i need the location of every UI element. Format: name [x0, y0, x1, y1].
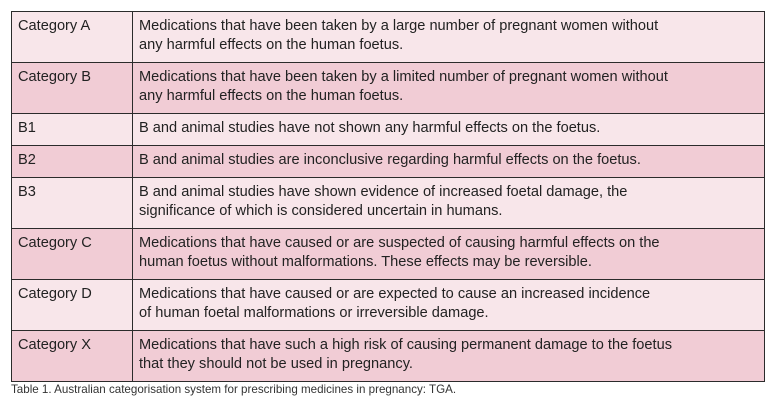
table-row — [12, 146, 765, 178]
description-line: B and animal studies are inconclusive regarding harmful effects on the foetus. — [139, 152, 641, 168]
table-row — [12, 331, 765, 382]
category-label: Category A — [12, 12, 133, 63]
description-line: that they should not be used in pregnancy. — [139, 356, 413, 372]
table-row — [12, 229, 765, 280]
category-label: Category C — [12, 229, 133, 280]
category-label: B2 — [12, 146, 133, 178]
category-description — [133, 114, 765, 146]
category-label: Category D — [12, 280, 133, 331]
pregnancy-category-table — [11, 11, 765, 382]
table-caption: Table 1. Australian categorisation system for prescribing medicines in pregnancy: TGA. — [11, 383, 457, 396]
category-description — [133, 63, 765, 114]
category-label: B3 — [12, 178, 133, 229]
description-line: Medications that have caused or are expected to cause an increased incidence — [139, 286, 651, 302]
category-description — [133, 178, 765, 229]
description-line: significance of which is considered uncertain in humans. — [139, 203, 503, 219]
description-line: Medications that have been taken by a large number of pregnant women without — [139, 18, 659, 34]
table-row — [12, 114, 765, 146]
category-description — [133, 331, 765, 382]
table-row — [12, 178, 765, 229]
description-line: Medications that have such a high risk of causing permanent damage to the foetus — [139, 337, 672, 353]
category-description — [133, 146, 765, 178]
description-line: Medications that have been taken by a limited number of pregnant women without — [139, 69, 668, 85]
table-row — [12, 63, 765, 114]
description-line: any harmful effects on the human foetus. — [139, 88, 404, 104]
category-label: Category X — [12, 331, 133, 382]
description-line: Medications that have caused or are suspected of causing harmful effects on the — [139, 235, 660, 251]
category-description — [133, 12, 765, 63]
category-description — [133, 229, 765, 280]
description-line: human foetus without malformations. These effects may be reversible. — [139, 254, 592, 270]
description-line: B and animal studies have shown evidence of increased foetal damage, the — [139, 184, 628, 200]
description-line: B and animal studies have not shown any harmful effects on the foetus. — [139, 120, 601, 136]
description-line: any harmful effects on the human foetus. — [139, 37, 404, 53]
table-row — [12, 280, 765, 331]
category-label: B1 — [12, 114, 133, 146]
table-row — [12, 12, 765, 63]
description-line: of human foetal malformations or irreversible damage. — [139, 305, 489, 321]
category-label: Category B — [12, 63, 133, 114]
category-description — [133, 280, 765, 331]
